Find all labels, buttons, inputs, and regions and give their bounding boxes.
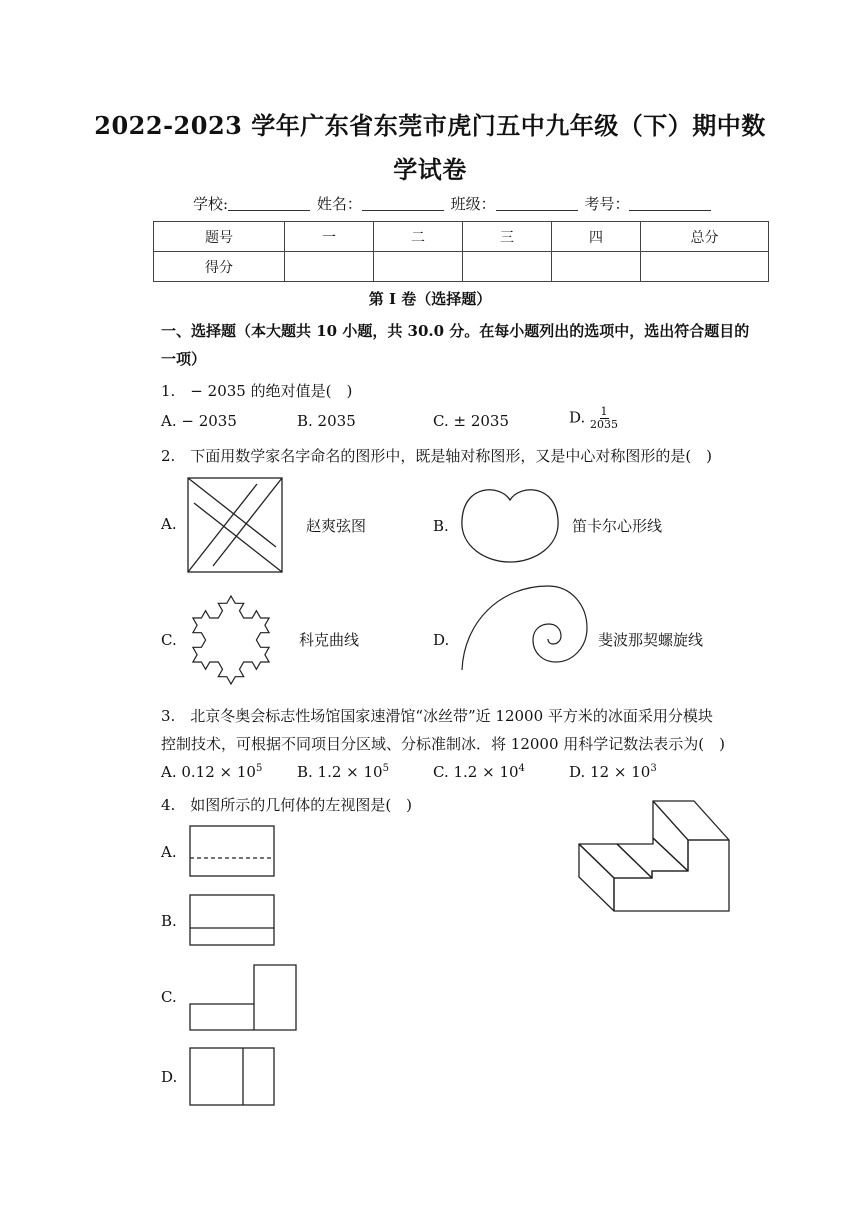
score-header-cell: 一 — [285, 222, 374, 252]
score-cell[interactable] — [463, 252, 552, 282]
section-heading-continued: 一项） — [161, 350, 207, 368]
q2-option-d-label: D. — [433, 631, 450, 649]
koch-snowflake-icon — [183, 586, 279, 690]
q1-option-d-fraction — [590, 406, 618, 431]
q2-option-c-label: C. — [161, 631, 177, 649]
q2-option-d-name: 斐波那契螺旋线 — [598, 631, 704, 649]
score-table-score-row — [154, 252, 769, 282]
geometry-solid-figure — [578, 800, 732, 914]
q4-option-d-figure — [189, 1047, 275, 1107]
q4-option-b-label: B. — [161, 912, 177, 930]
q4-stem: 4. 如图所示的几何体的左视图是( ) — [161, 796, 413, 814]
school-label: 学校: — [193, 195, 229, 213]
q1-stem: 1. − 2035 的绝对值是( ) — [161, 382, 353, 400]
q4-option-a-figure — [189, 825, 275, 877]
page-title-continued: 学试卷 — [393, 155, 467, 184]
q2-option-c-name: 科克曲线 — [299, 631, 360, 649]
q3-option-d-base: D. 12 × 10 — [569, 763, 651, 781]
q2-stem: 2. 下面用数学家名字命名的图形中，既是轴对称图形，又是中心对称图形的是( ) — [161, 447, 713, 465]
score-table-header-row — [154, 222, 769, 252]
score-header-cell: 总分 — [641, 222, 769, 252]
q3-option-c — [433, 763, 525, 781]
number-label: 考号： — [584, 195, 630, 213]
q3-option-c-exponent: 4 — [518, 763, 525, 774]
q1-option-d-label: D. — [569, 408, 586, 427]
score-cell[interactable] — [374, 252, 463, 282]
q1-option-c: C. ± 2035 — [433, 412, 509, 430]
q1-option-a: A. − 2035 — [161, 412, 237, 430]
q3-option-b-exponent: 5 — [382, 763, 389, 774]
q1-option-b: B. 2035 — [297, 412, 356, 430]
q3-option-c-base: C. 1.2 × 10 — [433, 763, 519, 781]
score-cell[interactable] — [552, 252, 641, 282]
score-header-cell: 四 — [552, 222, 641, 252]
q2-option-a-name: 赵爽弦图 — [306, 517, 367, 535]
q4-option-c-label: C. — [161, 988, 177, 1006]
class-label: 班级： — [450, 195, 496, 213]
q4-option-c-figure — [189, 964, 297, 1032]
q3-option-a — [161, 763, 262, 781]
zhaoshuang-diagram-icon — [187, 477, 283, 573]
q3-stem: 3. 北京冬奥会标志性场馆国家速滑馆“冰丝带”近 12000 平方米的冰面采用分模块 — [161, 707, 713, 725]
q4-option-b-figure — [189, 894, 275, 946]
score-table — [153, 221, 769, 282]
number-blank[interactable] — [629, 196, 711, 211]
score-cell[interactable] — [641, 252, 769, 282]
name-blank[interactable] — [362, 196, 444, 211]
score-cell[interactable] — [285, 252, 374, 282]
fraction-numerator: 1 — [600, 405, 608, 418]
score-header-cell: 题号 — [154, 222, 285, 252]
class-blank[interactable] — [496, 196, 578, 211]
q3-option-d-exponent: 3 — [650, 763, 657, 774]
q3-option-b-base: B. 1.2 × 10 — [297, 763, 383, 781]
name-label: 姓名： — [316, 195, 362, 213]
q1-option-d — [569, 406, 618, 431]
school-blank[interactable] — [228, 196, 310, 211]
score-row-label: 得分 — [154, 252, 285, 282]
page-title: 2022-2023 学年广东省东莞市虎门五中九年级（下）期中数 — [94, 111, 766, 140]
score-header-cell: 二 — [374, 222, 463, 252]
cardioid-curve-icon — [460, 486, 560, 564]
volume-title: 第 I 卷（选择题） — [368, 290, 492, 308]
student-info-line — [193, 193, 713, 214]
q4-option-d-label: D. — [161, 1068, 178, 1086]
q3-option-d — [569, 763, 657, 781]
q4-option-a-label: A. — [161, 843, 177, 861]
q3-stem-continued: 控制技术，可根据不同项目分区域、分标准制冰．将 12000 用科学记数法表示为( ) — [161, 735, 725, 753]
q3-option-b — [297, 763, 389, 781]
score-header-cell: 三 — [463, 222, 552, 252]
q3-option-a-exponent: 5 — [255, 763, 263, 774]
q3-option-a-base: A. 0.12 × 10 — [161, 763, 256, 781]
q2-option-b-name: 笛卡尔心形线 — [572, 517, 663, 535]
fraction-denominator: 2035 — [590, 418, 619, 432]
section-heading: 一、选择题（本大题共 10 小题，共 30.0 分。在每小题列出的选项中，选出符合题目的 — [161, 322, 750, 340]
fibonacci-spiral-icon — [460, 582, 590, 672]
q2-option-b-label: B. — [433, 517, 449, 535]
q2-option-a-label: A. — [161, 515, 177, 533]
